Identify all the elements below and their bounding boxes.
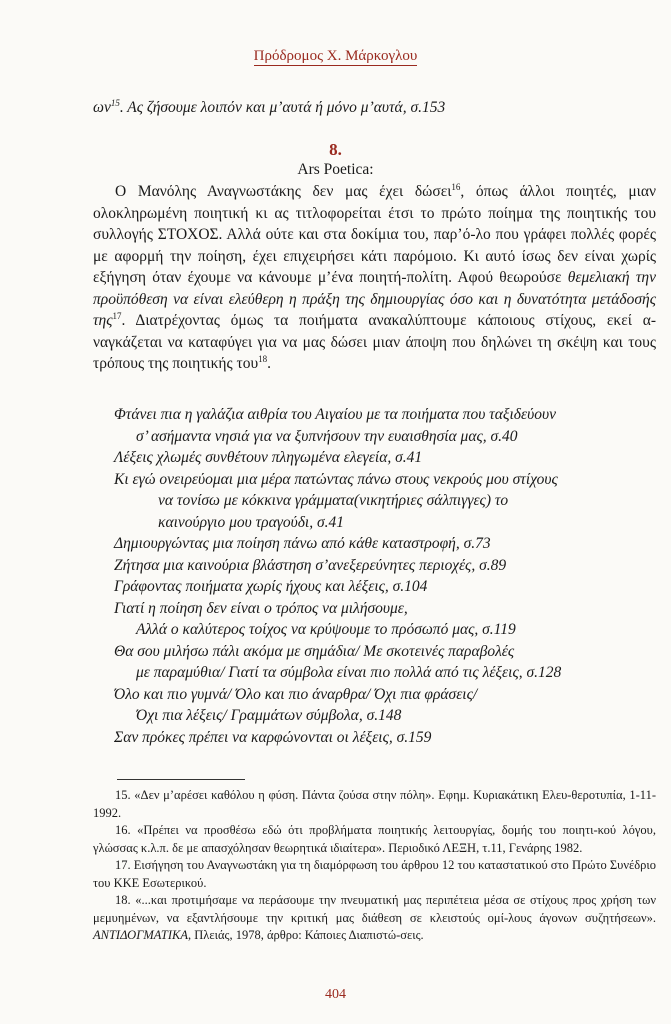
footnote-16: 16. «Πρέπει να προσθέσω εδώ ότι προβλήματα ποιητικής λειτουργίας, δομής του ποιητι-κού λόγου, γλώσσας κ.λ.π. δε με απασχόλησαν θεωρητικά ιδιαίτερα». Περιοδικό ΛΕΞΗ, τ.11, Γενάρης 1982.	[93, 823, 656, 855]
verse-line-cont: σ’ ασήμαντα νησιά για να ξυπνήσουν την ευαισθησία μας, σ.40	[136, 427, 518, 445]
verse-line: Φτάνει πια η γαλάζια αιθρία του Αιγαίου με τα ποιήματα που ταξιδεύουν	[114, 406, 556, 423]
verse-line-cont: καινούργιο μου τραγούδι, σ.41	[158, 513, 344, 531]
verse-line: Θα σου μιλήσω πάλι ακόμα με σημάδια/ Με σκοτεινές παραβολές	[114, 642, 515, 660]
footnote-divider	[117, 779, 245, 780]
body-text-2: , όπως άλλοι ποιητές, μιαν ολοκληρωμένη ποιητική κι ας τιτλοφορείται έτσι το πρώτο ποίημα της ποιητικής του συλλογής ΣΤΟΧΟΣ. Αλλά ούτε και στα δοκίμια του, παρ’ό-λο που γράφει πολλές φορές με αφορμή την ποίηση, έχει επιχειρήσει κάτι παρόμοιο. Κι αυτό ίσως δεν είναι χωρίς εξήγηση όταν έχουμε να κάνουμε μ’ένα ποιητή-πολίτη. Αφού θεωρούσε	[93, 183, 656, 286]
footnote-15: 15. «Δεν μ’αρέσει καθόλου η φύση. Πάντα ζούσα στην πόλη». Εφημ. Κυριακάτικη Ελευ-θεροτυπία, 1-11-1992.	[93, 788, 656, 820]
verse-list	[114, 404, 659, 748]
verse-item	[114, 684, 659, 727]
footnote-17: 17. Εισήγηση του Αναγνωστάκη για τη διαμόρφωση του άρθρου 12 του καταστατικού στο Πρώτο Συνέδριο του ΚΚΕ Εσωτερικού.	[93, 858, 656, 890]
body-text-3: . Διατρέχοντας όμως τα ποιήματα ανακαλύπτουμε κάποιους στίχους, εκεί α-ναγκάζεται να καταφύγει για να μας δώσει μιαν άποψη που δηλώνει τη σκέψη και τους τρόπους της ποιητικής του	[93, 312, 656, 372]
continued-verse-line	[93, 99, 653, 117]
verse-line: Δημιουργώντας μια ποίηση πάνω από κάθε καταστροφή, σ.73	[114, 535, 491, 552]
verse-line-cont: με παραμύθια/ Γιατί τα σύμβολα είναι πιο πολλά από τις λέξεις, σ.128	[136, 664, 562, 681]
footnote-18	[93, 892, 656, 945]
verse-line: Κι εγώ ονειρεύομαι μια μέρα πατώντας πάνω στους νεκρούς μου στίχους	[114, 470, 558, 488]
footnote-ref-15[interactable]: 15	[110, 97, 120, 108]
verse-item	[114, 555, 659, 577]
footnote-18-book-title: ΑΝΤΙΔΟΓΜΑΤΙΚΑ	[93, 928, 188, 942]
body-text-1: Ο Μανόλης Αναγνωστάκης δεν μας έχει δώσει	[115, 183, 452, 200]
verse-item	[114, 727, 659, 749]
lead-text: . Ας ζήσουμε λοιπόν και μ’αυτά ή μόνο μ’αυτά, σ.153	[119, 99, 446, 116]
body-italic-text: θεμελιακή την προϋπόθεση να είναι ελεύθερη η πράξη της δημιουργίας όσο και η δυνατότητα μετάδοσής της	[93, 269, 656, 329]
verse-line: Γράφοντας ποιήματα χωρίς ήχους και λέξεις, σ.104	[114, 578, 428, 595]
footnote-ref-17[interactable]: 17	[112, 310, 122, 321]
verse-item	[114, 576, 659, 598]
footnote-18-text: 18. «...και προτιμήσαμε να περάσουμε την πνευματική μας περιπέτεια μέσα σε στίχους προς χρήση των μεμυημένων, να εξαντλήσουμε την κριτική μας διάθεση σε κλειστούς ομί-λους άγονων συζητήσεων».	[93, 893, 656, 925]
page-number: 404	[325, 987, 346, 1002]
verse-line: Λέξεις χλωμές συνθέτουν πληγωμένα ελεγεία, σ.41	[114, 449, 423, 466]
verse-item	[114, 447, 659, 469]
footnote-ref-18[interactable]: 18	[258, 353, 268, 364]
footnote-18-end: , Πλειάς, 1978, άρθρο: Κάποιες Διαπιστώ-σεις.	[188, 928, 424, 942]
verse-item	[114, 598, 659, 641]
verse-item	[114, 533, 659, 555]
verse-item	[114, 469, 659, 534]
lead-prefix: ων	[93, 99, 111, 116]
author-name: Πρόδρομος Χ. Μάρκογλου	[253, 48, 418, 64]
verse-line: Όλο και πιο γυμνά/ Όλο και πιο άναρθρα/ Όχι πια φράσεις/	[114, 685, 478, 703]
verse-line: Σαν πρόκες πρέπει να καρφώνονται οι λέξεις, σ.159	[114, 728, 432, 746]
verse-line: Ζήτησα μια καινούρια βλάστηση σ’ανεξερεύνητες περιοχές, σ.89	[114, 556, 507, 574]
verse-line-cont: να τονίσω με κόκκινα γράμματα(νικητήριες σάλπιγγες) το	[158, 492, 509, 509]
verse-item	[114, 404, 659, 447]
footnotes	[93, 787, 656, 945]
verse-line: Γιατί η ποίηση δεν είναι ο τρόπος να μιλήσουμε,	[114, 599, 408, 617]
footnote-ref-16[interactable]: 16	[451, 181, 461, 192]
verse-line-cont: Αλλά ο καλύτερος τοίχος να κρύψουμε το πρόσωπό μας, σ.119	[136, 621, 516, 638]
verse-item	[114, 641, 659, 684]
verse-line-cont: Όχι πια λέξεις/ Γραμμάτων σύμβολα, σ.148	[136, 707, 402, 724]
section-title: Ars Poetica:	[297, 161, 374, 178]
section-number: 8.	[329, 140, 342, 159]
body-text-end: .	[267, 355, 272, 372]
running-head	[0, 48, 671, 65]
body-paragraph	[93, 181, 656, 375]
